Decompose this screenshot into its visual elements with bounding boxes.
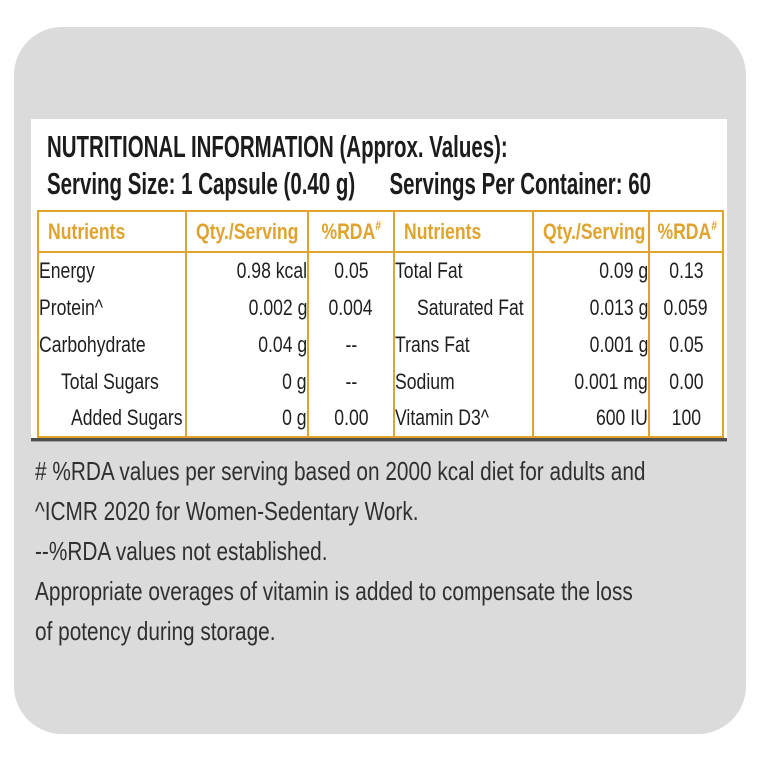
footnote-line: Appropriate overages of vitamin is added to compensate the loss [35,576,633,606]
serving-info-line [47,165,713,203]
nutrient-rda-cell: 0.004 [308,289,394,326]
nutrient-rda-cell: -- [308,363,394,400]
nutrient-rda-cell: 0.13 [649,252,723,289]
nutrient-qty-cell: 600 IU [533,400,649,437]
nutrient-name-cell: Total Sugars [38,363,186,400]
nutrition-title-text: NUTRITIONAL INFORMATION (Approx. Values): [47,129,508,164]
nutrient-qty-cell: 0 g [186,400,308,437]
nutrient-rda-cell: 0.05 [308,252,394,289]
col-header-nutrients-left: Nutrients [38,211,186,252]
nutrient-name-cell: Carbohydrate [38,326,186,363]
nutrition-panel [31,119,727,441]
footnotes [35,451,725,651]
col-header-nutrients-right: Nutrients [394,211,533,252]
nutrient-name-cell: Sodium [394,363,533,400]
nutrient-qty-cell: 0.013 g [533,289,649,326]
rda-footnote-marker: # [375,218,381,233]
col-header-rda-left: %RDA# [308,211,394,252]
col-header-rda-right: %RDA# [649,211,723,252]
rda-footnote-marker: # [711,218,718,233]
nutrient-qty-cell: 0.09 g [533,252,649,289]
table-row [38,363,723,400]
serving-info-text [47,165,651,203]
col-header-qty-left: Qty./Serving [186,211,308,252]
table-row [38,252,723,289]
nutrient-rda-cell: 0.00 [308,400,394,437]
nutrient-qty-cell: 0.98 kcal [186,252,308,289]
table-row [38,400,723,437]
table-row [38,326,723,363]
nutrition-title [47,128,713,165]
label-card [14,27,746,734]
nutrient-name-cell: Vitamin D3^ [394,400,533,437]
table-header-row [38,211,723,252]
col-header-qty-right: Qty./Serving [533,211,649,252]
nutrient-qty-cell: 0 g [186,363,308,400]
footnote-line: # %RDA values per serving based on 2000 kcal diet for adults and [35,456,646,486]
nutrient-name-cell: Added Sugars [38,400,186,437]
nutrient-qty-cell: 0.04 g [186,326,308,363]
nutrition-table [37,210,724,438]
nutrient-name-cell: Saturated Fat [394,289,533,326]
nutrient-rda-cell: 0.00 [649,363,723,400]
nutrient-qty-cell: 0.001 g [533,326,649,363]
servings-per-container: Servings Per Container: 60 [389,166,651,201]
panel-header [31,119,727,208]
serving-size: Serving Size: 1 Capsule (0.40 g) [47,166,356,201]
nutrient-name-cell: Trans Fat [394,326,533,363]
nutrient-qty-cell: 0.001 mg [533,363,649,400]
footnote-line: --%RDA values not established. [35,536,328,566]
table-row [38,289,723,326]
footnote-line: of potency during storage. [35,616,276,646]
footnote-line: ^ICMR 2020 for Women-Sedentary Work. [35,496,419,526]
nutrient-name-cell: Energy [38,252,186,289]
nutrient-rda-cell: 100 [649,400,723,437]
nutrient-rda-cell: 0.05 [649,326,723,363]
nutrient-rda-cell: 0.059 [649,289,723,326]
nutrient-name-cell: Total Fat [394,252,533,289]
nutrient-name-cell: Protein^ [38,289,186,326]
nutrient-rda-cell: -- [308,326,394,363]
nutrient-qty-cell: 0.002 g [186,289,308,326]
